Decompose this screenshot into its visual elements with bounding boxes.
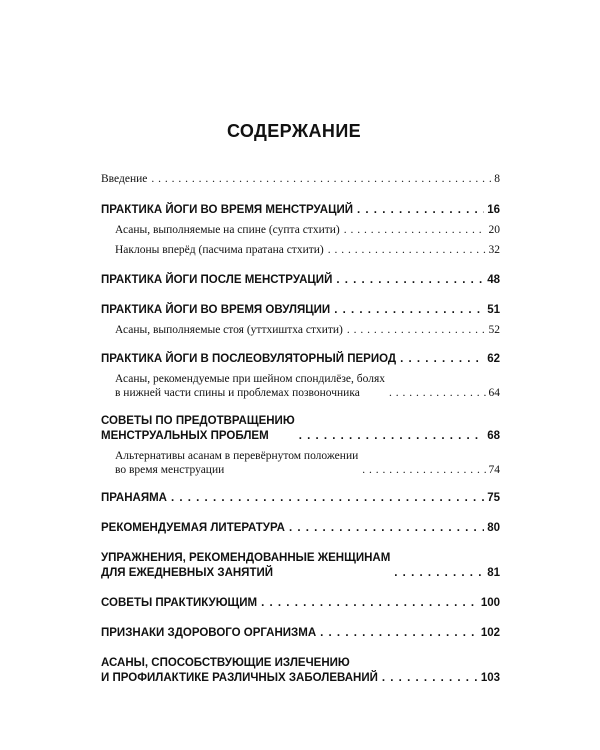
toc-entry-title-line: Асаны, рекомендуемые при шейном спондилёзе, болях <box>115 373 385 385</box>
toc-entry-page: 75 <box>487 492 500 504</box>
toc-entry-title: ПРИЗНАКИ ЗДОРОВОГО ОРГАНИЗМА <box>101 627 317 639</box>
toc-entry-title-line: ДЛЯ ЕЖЕДНЕВНЫХ ЗАНЯТИЙ <box>101 567 273 579</box>
dot-leader <box>389 386 486 400</box>
toc-entry-title: Введение <box>101 173 148 185</box>
toc-entry <box>101 626 500 641</box>
toc-entry-page: 51 <box>487 304 500 316</box>
toc-entry-page: 48 <box>487 274 500 286</box>
toc-entry-title: ПРАКТИКА ЙОГИ ВО ВРЕМЯ ОВУЛЯЦИИ <box>101 304 331 316</box>
dot-leader <box>171 491 484 506</box>
toc-entry <box>101 223 500 237</box>
dot-leader <box>328 243 486 257</box>
toc-entry-title-line: МЕНСТРУАЛЬНЫХ ПРОБЛЕМ <box>101 430 269 442</box>
toc-entry <box>101 521 500 536</box>
toc-entry-title-line: Альтернативы асанам в перевёрнутом положении <box>115 450 359 462</box>
dot-leader <box>362 463 485 477</box>
dot-leader <box>400 352 484 367</box>
toc-entry-page: 68 <box>487 430 500 442</box>
toc-entry-title <box>101 551 390 581</box>
dot-leader <box>261 596 478 611</box>
toc-entry-title <box>115 372 385 400</box>
page-title: СОДЕРЖАНИЕ <box>226 121 362 141</box>
toc-entry-page: 102 <box>480 627 500 639</box>
toc-entry-title-line: во время менструации <box>115 464 225 476</box>
toc-entry-page: 20 <box>488 224 500 236</box>
toc-entry <box>101 449 500 477</box>
toc-entry-title <box>101 656 378 686</box>
dot-leader <box>394 566 484 581</box>
dot-leader <box>299 429 485 444</box>
toc-entry-page: 62 <box>487 353 500 365</box>
dot-leader <box>347 323 486 337</box>
toc-entry-title-line: УПРАЖНЕНИЯ, РЕКОМЕНДОВАННЫЕ ЖЕНЩИНАМ <box>101 552 391 564</box>
toc-entry <box>101 596 500 611</box>
toc-entry <box>101 243 500 257</box>
toc-entry-title-line: в нижней части спины и проблемах позвоночника <box>115 387 360 399</box>
dot-leader <box>336 273 484 288</box>
toc-entry-title: СОВЕТЫ ПРАКТИКУЮЩИМ <box>101 597 258 609</box>
toc-entry <box>101 352 500 367</box>
toc-entry-page: 100 <box>480 597 500 609</box>
toc-entry <box>101 172 500 186</box>
toc-entry <box>101 323 500 337</box>
toc-entry-page: 64 <box>488 387 500 399</box>
toc-entry-title: Асаны, выполняемые стоя (уттхиштха стхити) <box>115 324 343 336</box>
toc-entry <box>101 656 500 686</box>
dot-leader <box>320 626 478 641</box>
toc-entry <box>101 203 500 218</box>
toc-entry-title: РЕКОМЕНДУЕМАЯ ЛИТЕРАТУРА <box>101 522 285 534</box>
toc-entry <box>101 491 500 506</box>
dot-leader <box>289 521 484 536</box>
toc-entry <box>101 273 500 288</box>
toc-entry-page: 103 <box>480 672 500 684</box>
dot-leader <box>151 172 491 186</box>
table-of-contents <box>101 172 500 686</box>
toc-entry-title-line: СОВЕТЫ ПО ПРЕДОТВРАЩЕНИЮ <box>101 415 295 427</box>
toc-entry-title <box>115 449 358 477</box>
toc-entry-title: ПРАКТИКА ЙОГИ В ПОСЛЕОВУЛЯТОРНЫЙ ПЕРИОД <box>101 353 397 365</box>
toc-entry-page: 80 <box>487 522 500 534</box>
toc-entry-page: 81 <box>487 567 500 579</box>
toc-entry-title: Наклоны вперёд (пасчима пратана стхити) <box>115 244 324 256</box>
toc-entry-page: 32 <box>488 244 500 256</box>
toc-entry-title: Асаны, выполняемые на спине (супта стхити) <box>115 224 340 236</box>
dot-leader <box>382 671 478 686</box>
toc-entry <box>101 551 500 581</box>
toc-entry-title <box>101 414 295 444</box>
dot-leader <box>357 203 484 218</box>
toc-entry <box>101 414 500 444</box>
toc-entry-title-line: И ПРОФИЛАКТИКЕ РАЗЛИЧНЫХ ЗАБОЛЕВАНИЙ <box>101 672 378 684</box>
dot-leader <box>334 303 484 318</box>
dot-leader <box>344 223 486 237</box>
toc-entry-page: 74 <box>488 464 500 476</box>
toc-entry-title-line: АСАНЫ, СПОСОБСТВУЮЩИЕ ИЗЛЕЧЕНИЮ <box>101 657 350 669</box>
toc-entry-title: ПРАКТИКА ЙОГИ ВО ВРЕМЯ МЕНСТРУАЦИЙ <box>101 204 354 216</box>
toc-entry-page: 52 <box>488 324 500 336</box>
toc-entry <box>101 372 500 400</box>
toc-entry-page: 8 <box>494 173 500 185</box>
toc-entry <box>101 303 500 318</box>
toc-entry-title: ПРАКТИКА ЙОГИ ПОСЛЕ МЕНСТРУАЦИЙ <box>101 274 333 286</box>
toc-entry-title: ПРАНАЯМА <box>101 492 167 504</box>
toc-entry-page: 16 <box>487 204 500 216</box>
